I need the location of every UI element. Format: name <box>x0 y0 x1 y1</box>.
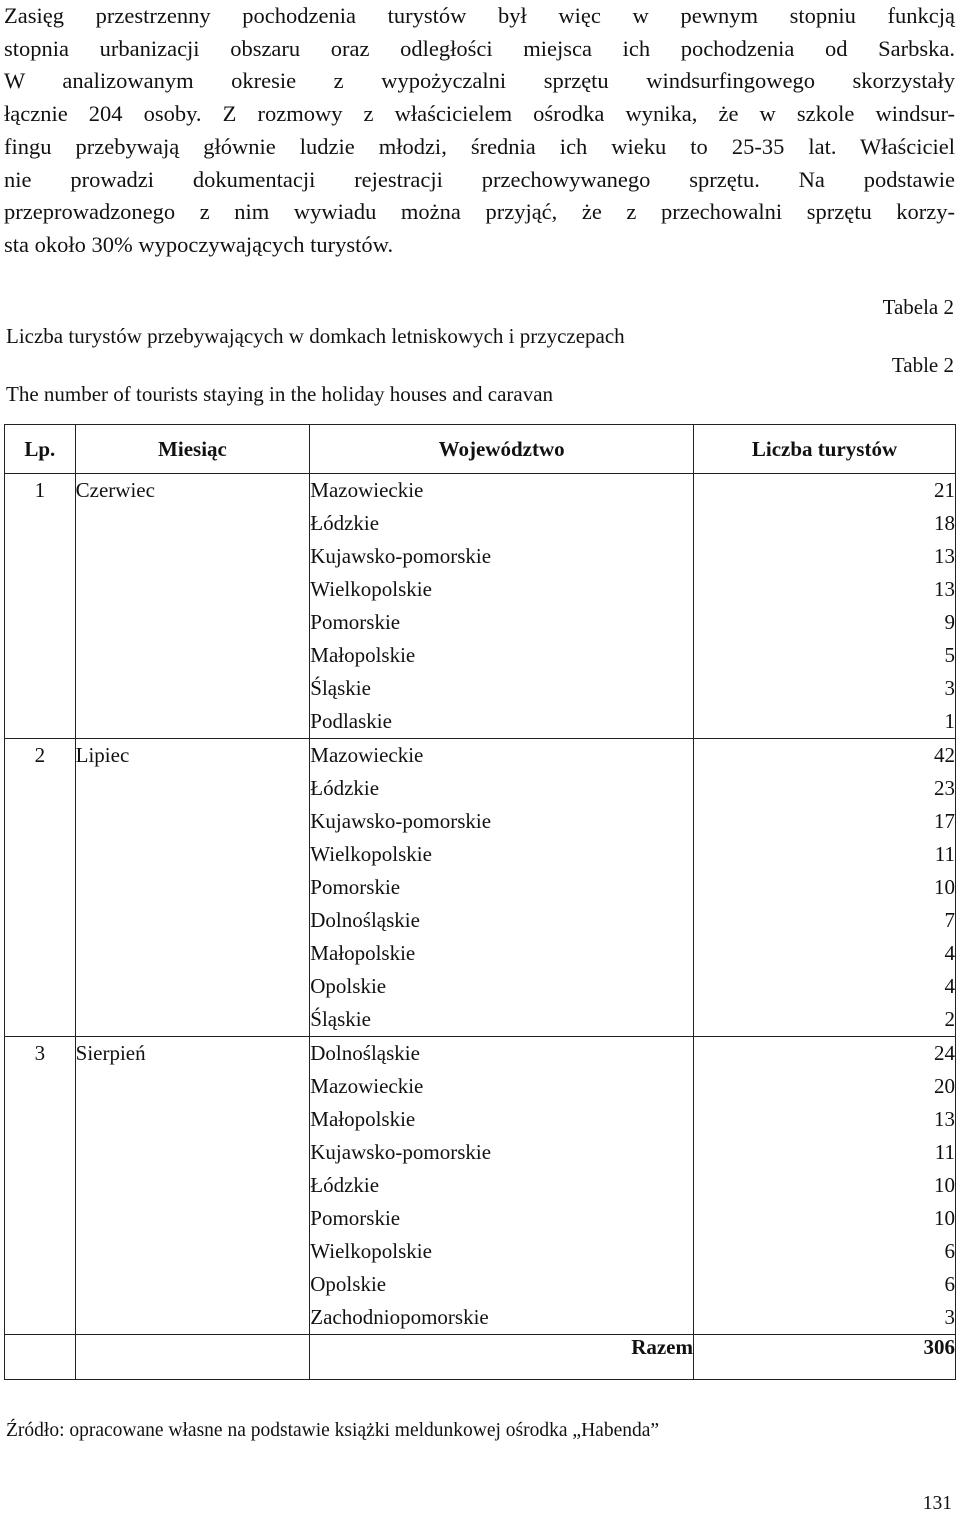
table-label-pl: Tabela 2 <box>882 295 954 319</box>
voivodeship-cell: Małopolskie <box>310 643 416 667</box>
voivodeship-cell: Pomorskie <box>310 875 401 899</box>
count-cell: 6 <box>944 1239 955 1263</box>
table-row <box>5 739 956 1037</box>
count-cell: 10 <box>934 875 955 899</box>
paragraph-line: Zasięg przestrzenny pochodzenia turystów był więc w pewnym stopniu funkcją <box>4 3 955 28</box>
row-month: Sierpień <box>75 1041 146 1065</box>
paragraph-line: fingu przebywają głównie ludzie młodzi, średnia ich wieku to 25-35 lat. Właściciel <box>4 133 955 159</box>
voivodeship-cell: Opolskie <box>310 1272 387 1296</box>
voivodeship-cell: Mazowieckie <box>310 1074 424 1098</box>
row-lp: 3 <box>34 1041 46 1065</box>
header-lp: Lp. <box>5 425 76 474</box>
voivodeship-cell: Pomorskie <box>310 1206 401 1230</box>
count-cell: 10 <box>934 1173 955 1197</box>
count-cell: 9 <box>944 610 955 634</box>
count-cell: 7 <box>944 908 955 932</box>
tourists-table <box>4 424 956 1380</box>
count-cell: 3 <box>944 1305 955 1329</box>
voivodeship-cell: Łódzkie <box>310 1173 380 1197</box>
body-paragraph <box>4 0 955 262</box>
voivodeship-cell: Łódzkie <box>310 511 380 535</box>
total-value: 306 <box>694 1335 956 1380</box>
count-cell: 3 <box>944 676 955 700</box>
voivodeship-cell: Wielkopolskie <box>310 577 432 601</box>
count-cell: 4 <box>944 941 955 965</box>
count-cell: 10 <box>934 1206 955 1230</box>
voivodeship-cell: Kujawsko-pomorskie <box>310 809 492 833</box>
count-cell: 21 <box>934 478 955 502</box>
voivodeship-cell: Wielkopolskie <box>310 842 432 866</box>
voivodeship-cell: Kujawsko-pomorskie <box>310 1140 492 1164</box>
count-cell: 11 <box>934 1140 955 1164</box>
count-cell: 5 <box>944 643 955 667</box>
header-count: Liczba turystów <box>694 425 956 474</box>
count-cell: 13 <box>934 1107 955 1131</box>
voivodeship-cell: Mazowieckie <box>310 743 424 767</box>
voivodeship-cell: Mazowieckie <box>310 478 424 502</box>
count-cell: 13 <box>934 577 955 601</box>
voivodeship-cell: Zachodniopomorskie <box>310 1305 489 1329</box>
voivodeship-cell: Wielkopolskie <box>310 1239 432 1263</box>
count-cell: 1 <box>944 709 955 733</box>
count-cell: 6 <box>944 1272 955 1296</box>
paragraph-line: łącznie 204 osoby. Z rozmowy z właścicielem ośrodka wynika, że w szkole windsur- <box>4 101 955 127</box>
count-cell: 18 <box>934 511 955 535</box>
source-note: Źródło: opracowane własne na podstawie książki meldunkowej ośrodka „Habenda” <box>6 1420 660 1441</box>
count-cell: 4 <box>944 974 955 998</box>
count-cell: 17 <box>934 809 955 833</box>
count-cell: 2 <box>944 1007 955 1031</box>
table-row <box>5 474 956 739</box>
voivodeship-cell: Śląskie <box>310 1007 371 1031</box>
table-header-row <box>5 425 956 474</box>
row-month: Czerwiec <box>75 478 155 502</box>
voivodeship-cell: Kujawsko-pomorskie <box>310 544 492 568</box>
total-row <box>5 1335 956 1380</box>
voivodeship-cell: Śląskie <box>310 676 371 700</box>
table-caption-en: The number of tourists staying in the holiday houses and caravan <box>6 382 554 406</box>
voivodeship-cell: Dolnośląskie <box>310 908 420 932</box>
paragraph-line: stopnia urbanizacji obszaru oraz odległości miejsca ich pochodzenia od Sarbska. <box>4 35 955 61</box>
header-voivodeship: Województwo <box>310 425 694 474</box>
count-cell: 13 <box>934 544 955 568</box>
paragraph-line: sta około 30% wypoczywających turystów. <box>4 231 394 257</box>
paragraph-line: przeprowadzonego z nim wywiadu można przyjąć, że z przechowalni sprzętu korzy- <box>4 199 955 225</box>
voivodeship-cell: Pomorskie <box>310 610 401 634</box>
count-cell: 11 <box>934 842 955 866</box>
row-lp: 2 <box>34 743 46 767</box>
count-cell: 23 <box>934 776 955 800</box>
voivodeship-cell: Podlaskie <box>310 709 392 733</box>
voivodeship-cell: Łódzkie <box>310 776 380 800</box>
page-number: 131 <box>922 1493 952 1514</box>
table-label-en: Table 2 <box>891 353 954 377</box>
header-month: Miesiąc <box>75 425 310 474</box>
voivodeship-cell: Małopolskie <box>310 1107 416 1131</box>
count-cell: 42 <box>934 743 955 767</box>
count-cell: 20 <box>934 1074 955 1098</box>
paragraph-line: nie prowadzi dokumentacji rejestracji przechowywanego sprzętu. Na podstawie <box>4 166 955 192</box>
table-row <box>5 1037 956 1335</box>
row-lp: 1 <box>34 478 46 502</box>
voivodeship-cell: Dolnośląskie <box>310 1041 420 1065</box>
table-caption-pl: Liczba turystów przebywających w domkach letniskowych i przyczepach <box>6 324 625 348</box>
paragraph-line: W analizowanym okresie z wypożyczalni sprzętu windsurfingowego skorzystały <box>4 68 955 94</box>
count-cell: 24 <box>934 1041 955 1065</box>
row-month: Lipiec <box>75 743 130 767</box>
total-label: Razem <box>310 1335 694 1380</box>
voivodeship-cell: Małopolskie <box>310 941 416 965</box>
voivodeship-cell: Opolskie <box>310 974 387 998</box>
